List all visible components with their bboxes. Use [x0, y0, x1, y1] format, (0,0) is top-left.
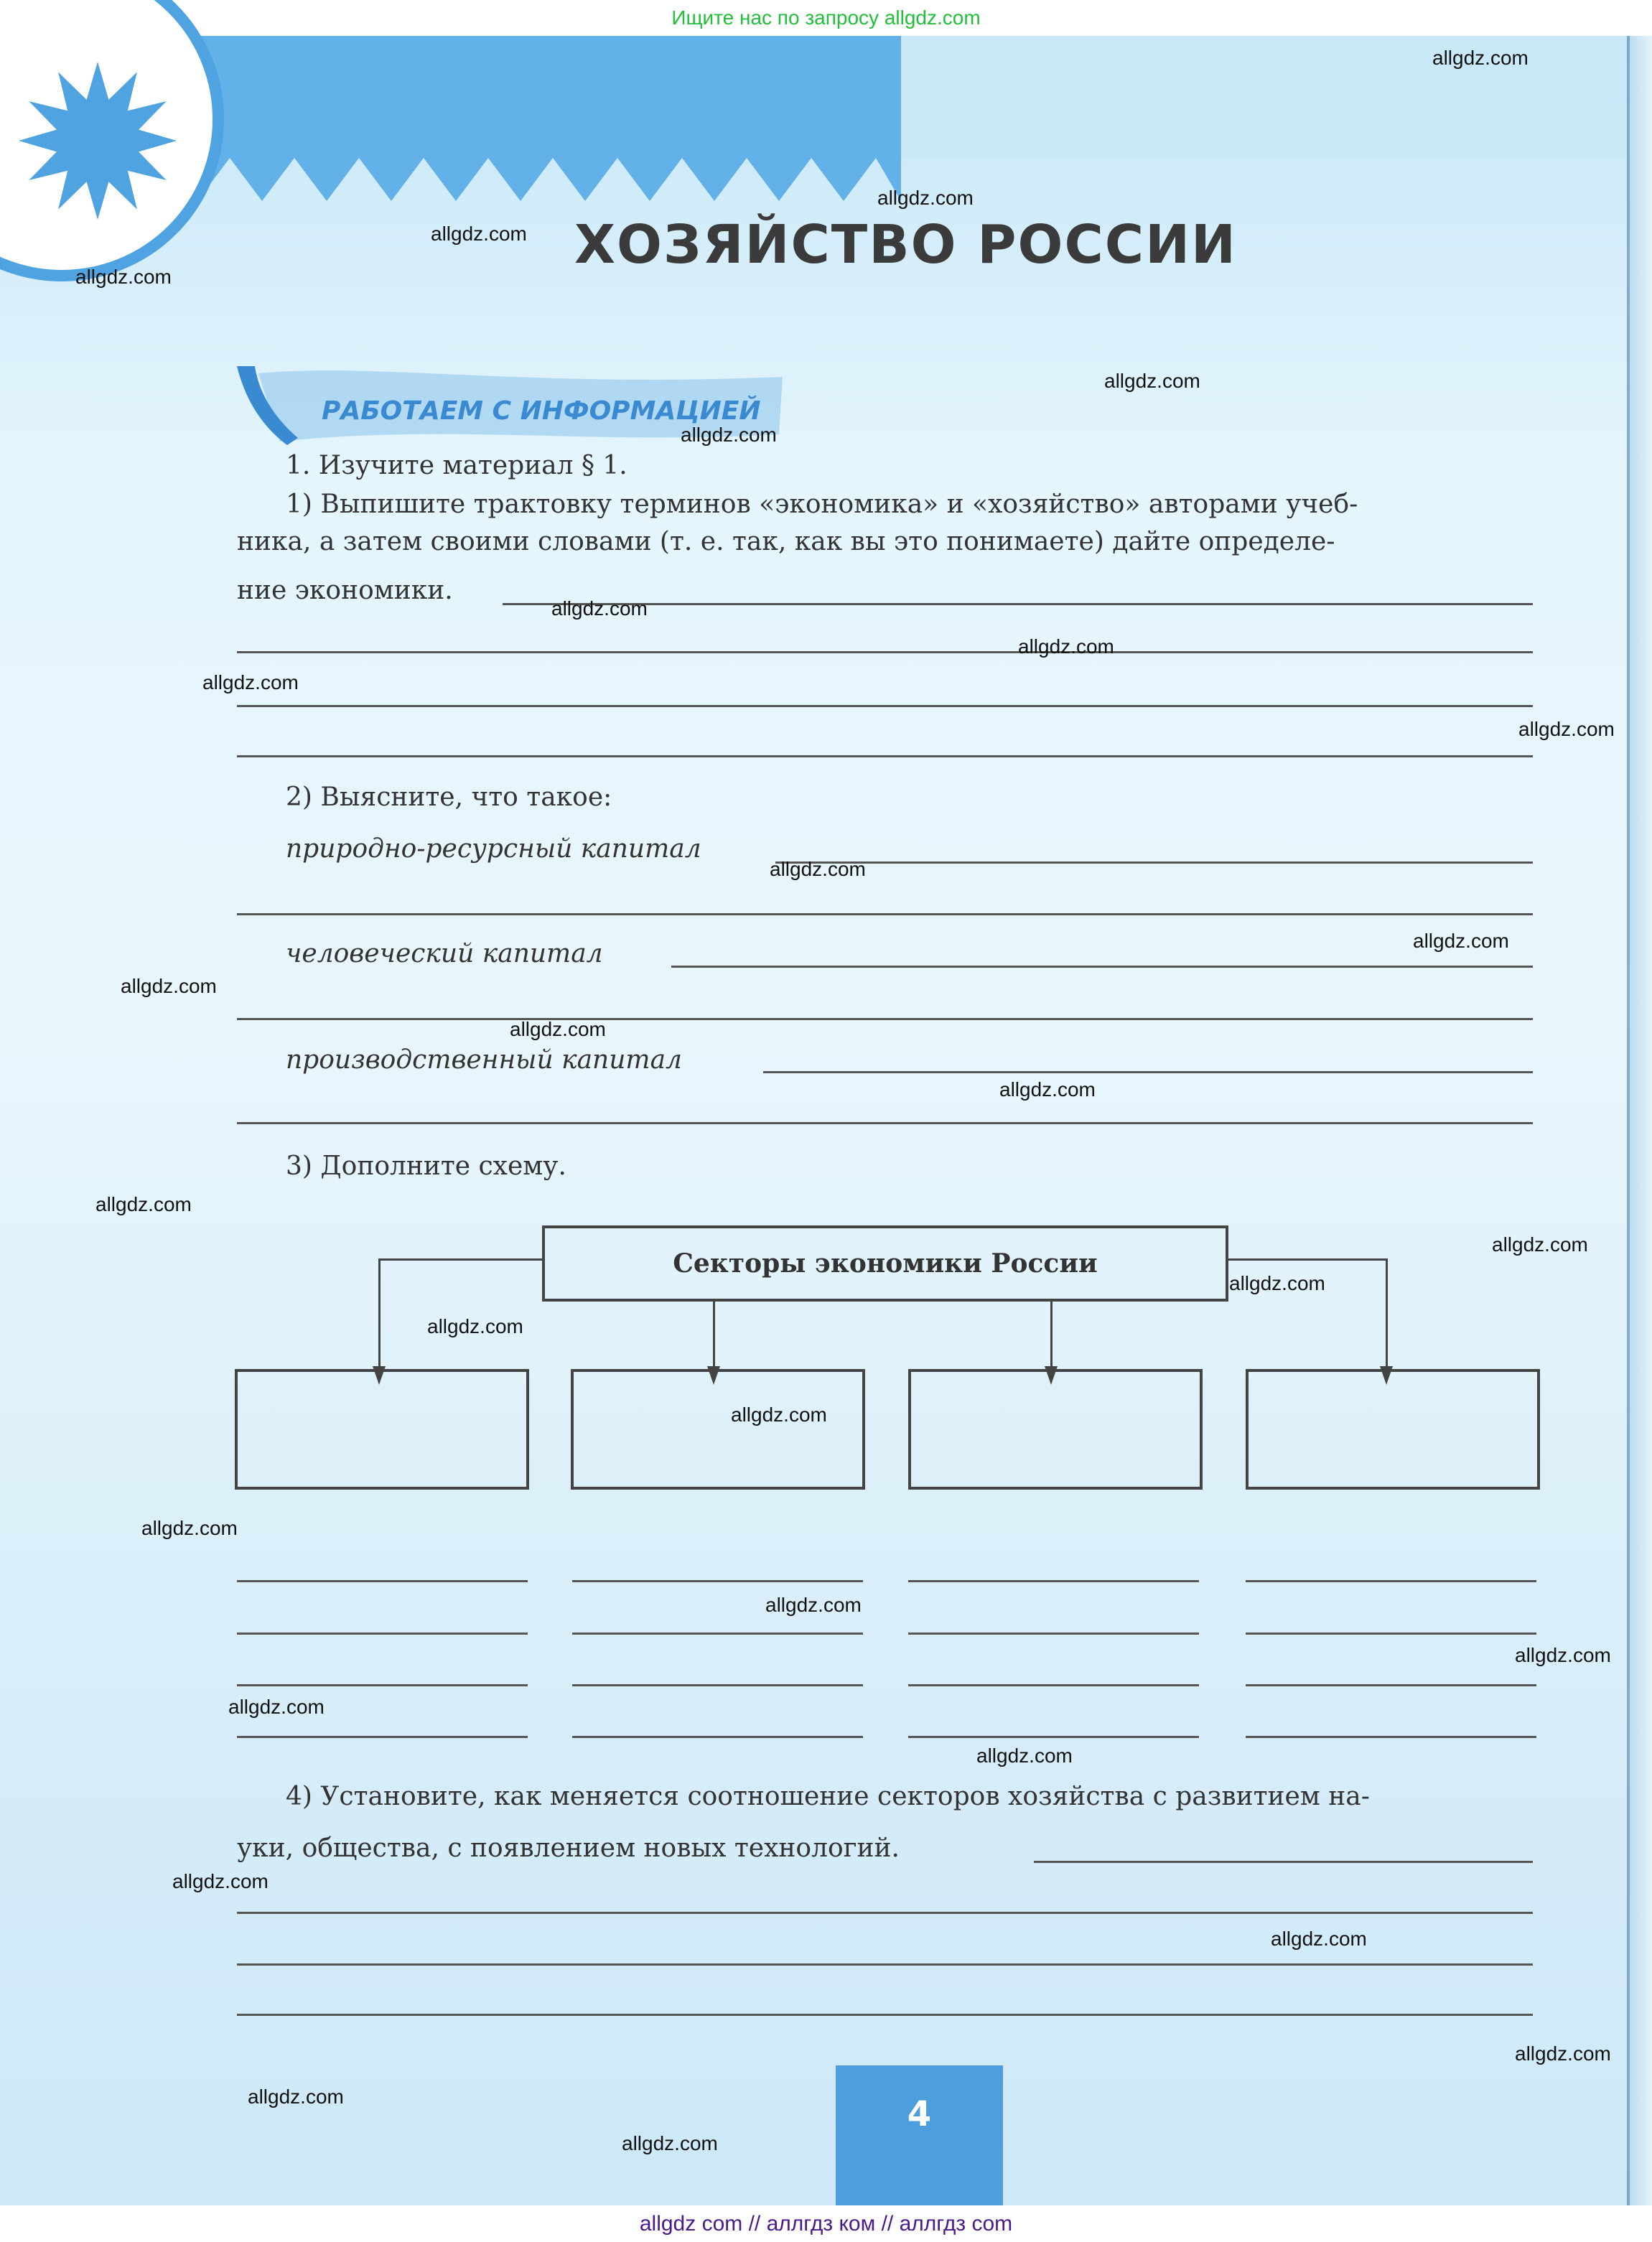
- answer-line[interactable]: [1246, 1633, 1536, 1635]
- watermark: allgdz.com: [75, 266, 172, 288]
- answer-line[interactable]: [237, 1963, 1533, 1966]
- term-production-capital: производственный капитал: [286, 1045, 682, 1075]
- term-human-capital: человеческий капитал: [286, 939, 603, 968]
- watermark: allgdz.com: [999, 1078, 1096, 1101]
- answer-line[interactable]: [908, 1633, 1199, 1635]
- page-number: 4: [907, 2094, 932, 2134]
- answer-line[interactable]: [237, 1684, 528, 1686]
- watermark: allgdz.com: [427, 1315, 523, 1337]
- connector: [378, 1258, 381, 1366]
- star-icon: [19, 62, 177, 220]
- task-heading: 1. Изучите материал § 1.: [286, 451, 627, 480]
- answer-line[interactable]: [237, 705, 1533, 707]
- watermark: allgdz.com: [1271, 1928, 1367, 1950]
- watermark: allgdz.com: [1518, 718, 1615, 740]
- connector: [379, 1258, 542, 1261]
- watermark: allgdz.com: [551, 597, 648, 620]
- connector: [713, 1302, 715, 1366]
- watermark: allgdz.com: [1413, 930, 1509, 952]
- page-title: ХОЗЯЙСТВО РОССИИ: [574, 214, 1237, 276]
- answer-line[interactable]: [572, 1736, 863, 1738]
- answer-line[interactable]: [908, 1580, 1199, 1582]
- answer-line[interactable]: [237, 1912, 1533, 1914]
- answer-line[interactable]: [503, 603, 1533, 605]
- watermark: allgdz.com: [1432, 47, 1529, 69]
- answer-line[interactable]: [572, 1684, 863, 1686]
- scheme-title: Секторы экономики России: [673, 1248, 1098, 1279]
- watermark: allgdz.com: [1515, 2042, 1611, 2065]
- sector-box-2[interactable]: [571, 1369, 865, 1490]
- footer-text: allgdz com // аллгдз ком // аллгдз com: [639, 2212, 1013, 2236]
- workbook-page: [0, 36, 1652, 2205]
- answer-line[interactable]: [237, 755, 1533, 757]
- watermark: allgdz.com: [976, 1744, 1073, 1767]
- answer-line[interactable]: [775, 861, 1533, 864]
- q1-line3: ние экономики.: [237, 576, 453, 605]
- top-banner: [0, 0, 1652, 36]
- watermark: allgdz.com: [228, 1696, 325, 1718]
- watermark: allgdz.com: [765, 1594, 862, 1616]
- watermark: allgdz.com: [1229, 1272, 1325, 1294]
- q3-heading: 3) Дополните схему.: [286, 1152, 566, 1181]
- answer-line[interactable]: [572, 1633, 863, 1635]
- watermark: allgdz.com: [731, 1403, 827, 1426]
- watermark: allgdz.com: [1492, 1233, 1588, 1256]
- watermark: allgdz.com: [681, 424, 777, 446]
- watermark: allgdz.com: [121, 975, 217, 997]
- q1-line2: ника, а затем своими словами (т. е. так, как вы это понимаете) дайте определе-: [237, 527, 1335, 556]
- sector-box-1[interactable]: [235, 1369, 529, 1490]
- watermark: allgdz.com: [622, 2132, 718, 2154]
- watermark: allgdz.com: [770, 858, 866, 880]
- watermark: allgdz.com: [1018, 635, 1114, 658]
- sector-box-3[interactable]: [908, 1369, 1203, 1490]
- watermark: allgdz.com: [431, 223, 527, 245]
- answer-line[interactable]: [237, 1580, 528, 1582]
- emblem-circle: [0, 0, 224, 281]
- connector: [1226, 1258, 1386, 1261]
- connector: [1386, 1258, 1388, 1366]
- q1-line1: 1) Выпишите трактовку терминов «экономика» и «хозяйство» авторами учеб-: [286, 490, 1358, 519]
- watermark: allgdz.com: [877, 187, 974, 209]
- sector-box-4[interactable]: [1246, 1369, 1540, 1490]
- watermark: allgdz.com: [202, 671, 299, 693]
- watermark: allgdz.com: [1104, 370, 1200, 392]
- answer-line[interactable]: [572, 1580, 863, 1582]
- answer-line[interactable]: [1246, 1736, 1536, 1738]
- answer-line[interactable]: [237, 1122, 1533, 1124]
- answer-line[interactable]: [237, 1736, 528, 1738]
- answer-line[interactable]: [671, 966, 1533, 968]
- answer-line[interactable]: [237, 2014, 1533, 2016]
- section-ribbon-label: РАБОТАЕМ С ИНФОРМАЦИЕЙ: [322, 396, 761, 426]
- watermark: allgdz.com: [172, 1870, 269, 1892]
- answer-line[interactable]: [237, 913, 1533, 915]
- answer-line[interactable]: [908, 1736, 1199, 1738]
- watermark: allgdz.com: [248, 2085, 344, 2108]
- footer-banner: [0, 2205, 1652, 2242]
- answer-line[interactable]: [237, 651, 1533, 653]
- answer-line[interactable]: [1246, 1684, 1536, 1686]
- q4-line2: уки, общества, с появлением новых технологий.: [237, 1834, 900, 1863]
- answer-line[interactable]: [237, 1018, 1533, 1020]
- q2-heading: 2) Выясните, что такое:: [286, 783, 612, 812]
- term-natural-capital: природно-ресурсный капитал: [286, 834, 701, 864]
- q4-line1: 4) Установите, как меняется соотношение секторов хозяйства с развитием на-: [286, 1782, 1370, 1811]
- next-page-edge: [1630, 36, 1652, 2205]
- answer-line[interactable]: [1034, 1861, 1533, 1863]
- watermark: allgdz.com: [510, 1018, 606, 1040]
- top-banner-text: Ищите нас по запросу allgdz.com: [671, 6, 981, 29]
- answer-line[interactable]: [763, 1071, 1533, 1073]
- answer-line[interactable]: [237, 1633, 528, 1635]
- watermark: allgdz.com: [95, 1193, 192, 1215]
- page-number-badge: [836, 2065, 1003, 2206]
- answer-line[interactable]: [908, 1684, 1199, 1686]
- connector: [1050, 1302, 1053, 1366]
- watermark: allgdz.com: [141, 1517, 238, 1539]
- answer-line[interactable]: [1246, 1580, 1536, 1582]
- scheme-root-box: [542, 1225, 1228, 1302]
- watermark: allgdz.com: [1515, 1644, 1611, 1666]
